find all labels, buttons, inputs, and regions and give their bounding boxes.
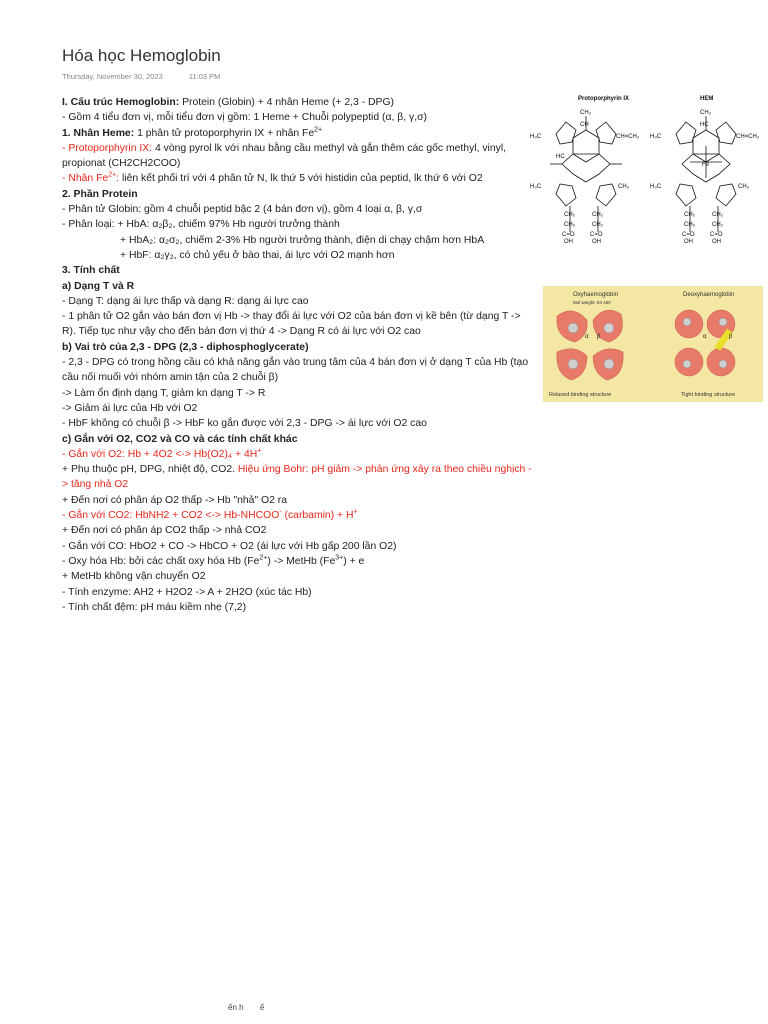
svg-text:CH: CH [580, 122, 589, 128]
note-text: - 2,3 - DPG có trong hồng cầu có khả năng gắn vào trung tâm của 4 bán đơn vị ở dạng T của Hb (tạo cầu nối muối với nhóm amin tận của 2 chuỗi β) [62, 357, 529, 384]
note-text: + Phụ thuộc pH, DPG, nhiệt độ, CO2. [62, 464, 238, 476]
svg-text:C=O: C=O [682, 232, 695, 238]
note-line [62, 600, 532, 615]
page-meta [62, 72, 244, 81]
note-text: 3. Tính chất [62, 265, 120, 277]
svg-text:CH₃: CH₃ [738, 184, 750, 190]
svg-text:β: β [729, 334, 733, 340]
note-text: ) + e [343, 555, 365, 567]
note-text: Hiệu ứng Bohr: pH giảm -> phản ứng xảy ra theo chiều nghịch -> tăng nhả O2 [62, 464, 532, 491]
svg-text:CH₂: CH₂ [564, 222, 575, 228]
svg-text:C=O: C=O [562, 232, 575, 238]
svg-text:CH₂: CH₂ [592, 222, 603, 228]
svg-text:CH=CH₂: CH=CH₂ [616, 134, 640, 140]
svg-text:CH₃: CH₃ [700, 110, 712, 116]
note-text: I. Cấu trúc Hemoglobin: [62, 97, 180, 108]
note-content [62, 95, 532, 615]
note-text: - Tính chất đệm: pH máu kiềm nhẹ (7,2) [62, 601, 247, 613]
svg-text:CH₃: CH₃ [580, 110, 592, 116]
protoporphyrin-label: Protoporphyrin IX [578, 96, 629, 102]
note-line [62, 569, 532, 584]
note-line [62, 233, 532, 248]
note-line [62, 248, 532, 263]
note-line [62, 401, 532, 416]
note-line [62, 171, 532, 186]
note-line [62, 416, 532, 431]
page-time: 11:03 PM [188, 72, 221, 81]
note-line [62, 355, 532, 386]
note-line [62, 309, 532, 340]
note-text: - Gắn với CO: HbO2 + CO -> HbCO + O2 (ái lực với Hb gấp 200 lần O2) [62, 540, 397, 552]
hemoglobin-rt-figure [543, 286, 763, 402]
note-line [62, 110, 532, 125]
note-text: (carbamin) + H [281, 510, 354, 522]
svg-text:CH₂: CH₂ [712, 212, 723, 218]
note-line [62, 447, 532, 462]
note-text: - Gắn với CO2: HbNH2 + CO2 <-> Hb-NHCOO [62, 510, 280, 522]
note-line [62, 217, 532, 232]
note-text: 3+ [335, 554, 344, 562]
note-text: c) Gắn với O2, CO2 và CO và các tính chất khác [62, 433, 298, 445]
hem-label: HEM [700, 96, 714, 102]
note-line [62, 294, 532, 309]
note-line [62, 187, 532, 202]
note-text: - HbF không có chuỗi β -> HbF ko gắn được với 2,3 - DPG -> ái lực với O2 cao [62, 418, 427, 430]
note-line [62, 585, 532, 600]
note-text: 2+ [314, 126, 323, 134]
note-text: + HbF: α₂γ₂, có chủ yếu ở bào thai, ái lực với O2 mạnh hơn [120, 249, 395, 261]
note-text: b) Vai trò của 2,3 - DPG (2,3 - diphosphoglycerate) [62, 341, 309, 353]
svg-text:C=O: C=O [710, 232, 723, 238]
note-text: - Tính enzyme: AH2 + H2O2 -> A + 2H2O (xúc tác Hb) [62, 586, 312, 598]
note-text: + HbA₂: α₂σ₂, chiếm 2-3% Hb người trưởng thành, điện di chạy chậm hơn HbA [120, 234, 485, 246]
note-text: 1 phân tử protoporphyrin IX + nhân Fe [134, 127, 315, 139]
note-line [62, 554, 532, 569]
note-line [62, 340, 532, 355]
note-text: ) -> MetHb (Fe [267, 555, 336, 567]
note-line [62, 432, 532, 447]
svg-text:α: α [585, 334, 589, 340]
heme-structure-figure [526, 92, 766, 244]
page-title: Hóa học Hemoglobin [62, 46, 221, 65]
oxyhb-title: Oxyhaemoglobin [573, 292, 619, 298]
note-line [62, 95, 532, 110]
note-line [62, 126, 532, 141]
relaxed-caption: Relaxed binding structure [549, 392, 612, 398]
oxyhb-weight: Mol weight: 64 460 [573, 300, 611, 305]
note-text: + MetHb không vận chuyển O2 [62, 571, 206, 583]
svg-text:HC: HC [700, 122, 709, 128]
svg-text:CH₂: CH₂ [684, 212, 695, 218]
note-line [62, 202, 532, 217]
svg-text:H₃C: H₃C [530, 184, 542, 190]
note-text: liên kết phối trí với 4 phân tử N, lk thứ 5 với histidin của peptid, lk thứ 6 với O2 [119, 173, 483, 185]
note-line [62, 279, 532, 294]
svg-text:OH: OH [592, 239, 601, 244]
svg-text:OH: OH [712, 239, 721, 244]
note-text: + [353, 508, 358, 516]
note-text: Protein (Globin) + 4 nhân Heme (+ 2,3 - DPG) [179, 97, 395, 108]
note-text: - Protoporphyrin IX: [62, 142, 153, 154]
note-text: -> Làm ổn định dạng T, giảm kn dạng T -> R [62, 387, 266, 399]
note-line [62, 493, 532, 508]
note-line [62, 141, 532, 172]
note-text: 2. Phần Protein [62, 188, 138, 200]
note-text: - Gồm 4 tiểu đơn vị, mỗi tiểu đơn vị gồm: 1 Heme + Chuỗi polypeptid (α, β, γ,σ) [62, 112, 427, 124]
note-text: 1. Nhân Heme: [62, 127, 135, 139]
note-text: - 1 phân tử O2 gắn vào bán đơn vị Hb -> thay đổi ái lực với O2 của bán đơn vị kề bên (từ dạng T -> R). Tiếp tục như vậy cho đến bán đơn vị thứ 4 -> Dạng R có ái lực với O2 cao [62, 311, 521, 338]
svg-text:β: β [597, 334, 601, 340]
note-line [62, 462, 532, 493]
note-text: 2+ [259, 554, 268, 562]
note-line [62, 523, 532, 538]
note-line [62, 508, 532, 523]
svg-text:CH₂: CH₂ [564, 212, 575, 218]
note-text: + Đến nơi có phân áp O2 thấp -> Hb "nhả" O2 ra [62, 494, 288, 506]
page-footer: ến h ế [228, 1003, 265, 1012]
note-text: -> Giảm ái lực của Hb với O2 [62, 402, 198, 414]
svg-text:HC: HC [556, 154, 565, 160]
page-date: Thursday, November 30, 2023 [62, 72, 163, 81]
svg-text:CH₃: CH₃ [618, 184, 630, 190]
svg-text:CH=CH₂: CH=CH₂ [736, 134, 760, 140]
note-text: - Gắn với O2: Hb + 4O2 <-> Hb(O2)₄ + 4H [62, 448, 258, 460]
fe-label: Fe [702, 162, 710, 168]
svg-text:CH₂: CH₂ [592, 212, 603, 218]
svg-text:α: α [703, 334, 707, 340]
note-text: + [257, 447, 262, 455]
note-text: 4 vòng pyrol lk với nhau bằng cầu methyl và gắn thêm các gốc methyl, vinyl, propionat (CH2CH2COO) [62, 142, 507, 170]
note-text: a) Dạng T và R [62, 280, 135, 292]
svg-text:OH: OH [684, 239, 693, 244]
note-text: - Oxy hóa Hb: bởi các chất oxy hóa Hb (Fe [62, 555, 260, 567]
tight-caption: Tight binding structure [681, 392, 736, 398]
note-line [62, 539, 532, 554]
note-text: - [279, 508, 282, 516]
svg-text:H₃C: H₃C [650, 134, 662, 140]
svg-text:CH₂: CH₂ [684, 222, 695, 228]
protoporphyrin-molecule [550, 116, 622, 232]
svg-text:H₃C: H₃C [650, 184, 662, 190]
deoxyhb-title: Deoxyhaemoglobin [683, 292, 735, 298]
note-text: - Dạng T: dạng ái lực thấp và dạng R: dạng ái lực cao [62, 295, 309, 307]
note-text: 2+ [108, 172, 117, 180]
note-line [62, 386, 532, 401]
svg-text:OH: OH [564, 239, 573, 244]
note-text: + Đến nơi có phân áp CO2 thấp -> nhả CO2 [62, 525, 267, 537]
svg-text:C=O: C=O [590, 232, 603, 238]
note-text: - Nhân Fe [62, 173, 109, 185]
svg-text:CH₂: CH₂ [712, 222, 723, 228]
note-text: : [116, 173, 120, 185]
svg-text:H₃C: H₃C [530, 134, 542, 140]
note-text: - Phân tử Globin: gồm 4 chuỗi peptid bậc 2 (4 bán đơn vị), gồm 4 loại α, β, γ,σ [62, 204, 423, 216]
note-line [62, 263, 532, 278]
note-text: - Phân loại: + HbA: α₂β₂, chiếm 97% Hb người trưởng thành [62, 219, 340, 231]
